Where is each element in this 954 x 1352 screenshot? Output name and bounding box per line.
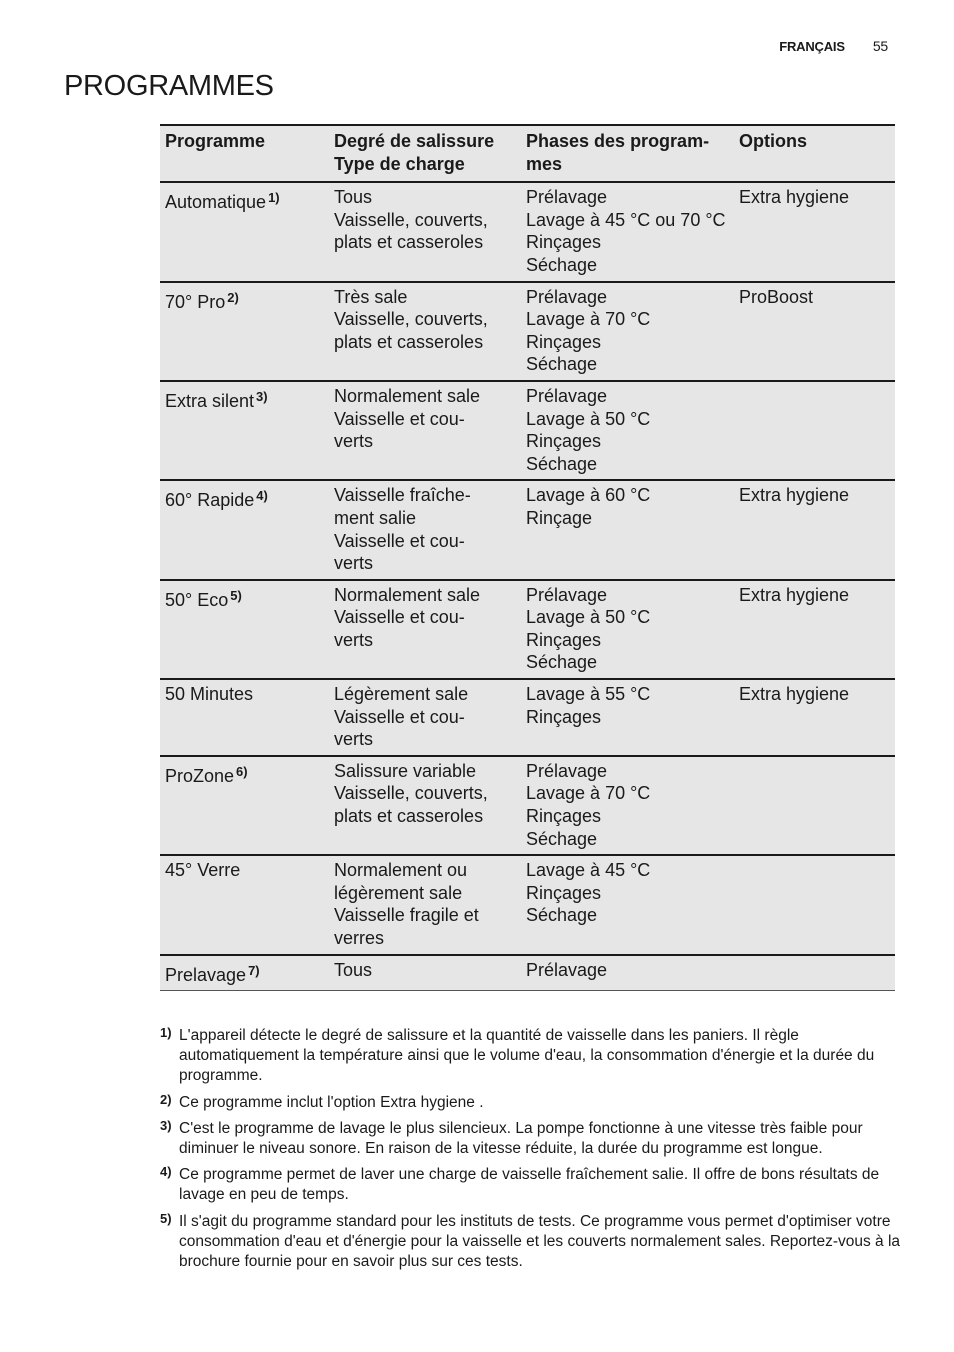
table-row	[160, 580, 895, 679]
salissure-cell: Vaisselle fraîche- ment salie Vaisselle et cou- verts	[329, 480, 521, 579]
programme-name: ProZone	[165, 765, 235, 786]
footnote	[160, 1119, 900, 1159]
programme-cell	[160, 182, 329, 281]
footnote-ref: 3)	[256, 388, 268, 404]
phases-cell: Lavage à 45 °C Rinçages Séchage	[521, 855, 734, 954]
programme-name: 45° Verre	[165, 860, 241, 881]
phases-cell: Prélavage Lavage à 70 °C Rinçages Séchage	[521, 756, 734, 855]
phases-cell: Prélavage	[521, 955, 734, 991]
options-cell: Extra hygiene	[734, 182, 895, 281]
programme-cell	[160, 679, 329, 756]
table-row	[160, 679, 895, 756]
programme-cell	[160, 855, 329, 954]
salissure-cell: Normalement sale Vaisselle et cou- verts	[329, 381, 521, 480]
page-header	[779, 38, 888, 54]
header-language: FRANÇAIS	[779, 39, 845, 54]
salissure-cell: Légèrement sale Vaisselle et cou- verts	[329, 679, 521, 756]
options-cell: ProBoost	[734, 282, 895, 381]
options-cell	[734, 381, 895, 480]
footnote-mark: 4)	[160, 1164, 172, 1180]
programme-cell	[160, 955, 329, 991]
footnote-ref: 5)	[230, 587, 242, 603]
page-title: PROGRAMMES	[64, 70, 274, 102]
programme-name: 50 Minutes	[165, 684, 254, 705]
phases-cell: Lavage à 55 °C Rinçages	[521, 679, 734, 756]
programme-name: 60° Rapide	[165, 490, 255, 511]
salissure-cell: Tous	[329, 955, 521, 991]
footnote-ref: 7)	[248, 962, 260, 978]
phases-cell: Prélavage Lavage à 50 °C Rinçages Séchage	[521, 381, 734, 480]
column-header-phases: Phases des program- mes	[521, 125, 734, 182]
footnote-ref: 4)	[256, 488, 268, 504]
footnote-text: Ce programme permet de laver une charge de vaisselle fraîchement salie. Il offre de bons résultats de lavage en peu de temps.	[179, 1166, 880, 1204]
phases-cell: Lavage à 60 °C Rinçage	[521, 480, 734, 579]
options-cell	[734, 855, 895, 954]
table-row	[160, 855, 895, 954]
salissure-cell: Normalement sale Vaisselle et cou- verts	[329, 580, 521, 679]
table-header-row	[160, 125, 895, 182]
salissure-cell: Très sale Vaisselle, couverts, plats et casseroles	[329, 282, 521, 381]
column-header-programme: Programme	[160, 125, 329, 182]
salissure-cell: Normalement ou légèrement sale Vaisselle fragile et verres	[329, 855, 521, 954]
footnote-text: Ce programme inclut l'option Extra hygiene .	[179, 1093, 484, 1111]
table-row	[160, 381, 895, 480]
programme-name: Prelavage	[165, 964, 247, 985]
salissure-cell: Tous Vaisselle, couverts, plats et casseroles	[329, 182, 521, 281]
options-cell	[734, 955, 895, 991]
programme-name: 70° Pro	[165, 291, 226, 312]
footnotes	[160, 1026, 900, 1278]
footnote-text: L'appareil détecte le degré de salissure et la quantité de vaisselle dans les paniers. Il règle automatiquement la température ainsi que le volume d'eau, la consommation d'énergie et la durée du programme.	[179, 1027, 875, 1085]
footnote-mark: 1)	[160, 1025, 172, 1040]
programme-cell	[160, 282, 329, 381]
programme-name: 50° Eco	[165, 589, 229, 610]
footnote	[160, 1165, 900, 1205]
table-row	[160, 955, 895, 991]
phases-cell: Prélavage Lavage à 50 °C Rinçages Séchage	[521, 580, 734, 679]
options-cell: Extra hygiene	[734, 580, 895, 679]
options-cell: Extra hygiene	[734, 480, 895, 579]
table-row	[160, 480, 895, 579]
footnote-mark: 2)	[160, 1091, 172, 1107]
table-row	[160, 282, 895, 381]
page-number: 55	[872, 38, 888, 54]
programme-name: Extra silent	[165, 390, 255, 411]
footnote	[160, 1093, 900, 1113]
salissure-cell: Salissure variable Vaisselle, couverts, plats et casseroles	[329, 756, 521, 855]
table-row	[160, 756, 895, 855]
footnote-ref: 1)	[268, 190, 280, 206]
footnote	[160, 1212, 900, 1273]
footnote-mark: 5)	[160, 1210, 172, 1226]
options-cell: Extra hygiene	[734, 679, 895, 756]
programme-cell	[160, 756, 329, 855]
footnote	[160, 1026, 900, 1087]
phases-cell: Prélavage Lavage à 70 °C Rinçages Séchage	[521, 282, 734, 381]
column-header-options: Options	[734, 125, 895, 182]
footnote-ref: 2)	[227, 289, 239, 305]
programmes-table	[160, 124, 895, 991]
footnote-ref: 6)	[236, 763, 248, 779]
programme-cell	[160, 381, 329, 480]
programme-cell	[160, 480, 329, 579]
programme-cell	[160, 580, 329, 679]
footnote-mark: 3)	[160, 1117, 172, 1133]
options-cell	[734, 756, 895, 855]
table-row	[160, 182, 895, 281]
programme-name: Automatique	[165, 192, 267, 213]
footnote-text: C'est le programme de lavage le plus silencieux. La pompe fonctionne à une vitesse très faible pour diminuer le niveau sonore. En raison de la vitesse réduite, la durée du programme est longue.	[179, 1119, 863, 1158]
footnote-text: Il s'agit du programme standard pour les instituts de tests. Ce programme vous permet d'optimiser votre consommation d'eau et d'énergie pour la vaisselle et les couverts normalement sales. Reportez-vous à la brochure fournie pour en savoir plus sur ces tests.	[179, 1212, 901, 1271]
column-header-salissure: Degré de salissure Type de charge	[329, 125, 521, 182]
phases-cell: Prélavage Lavage à 45 °C ou 70 °C Rinçages Séchage	[521, 182, 734, 281]
